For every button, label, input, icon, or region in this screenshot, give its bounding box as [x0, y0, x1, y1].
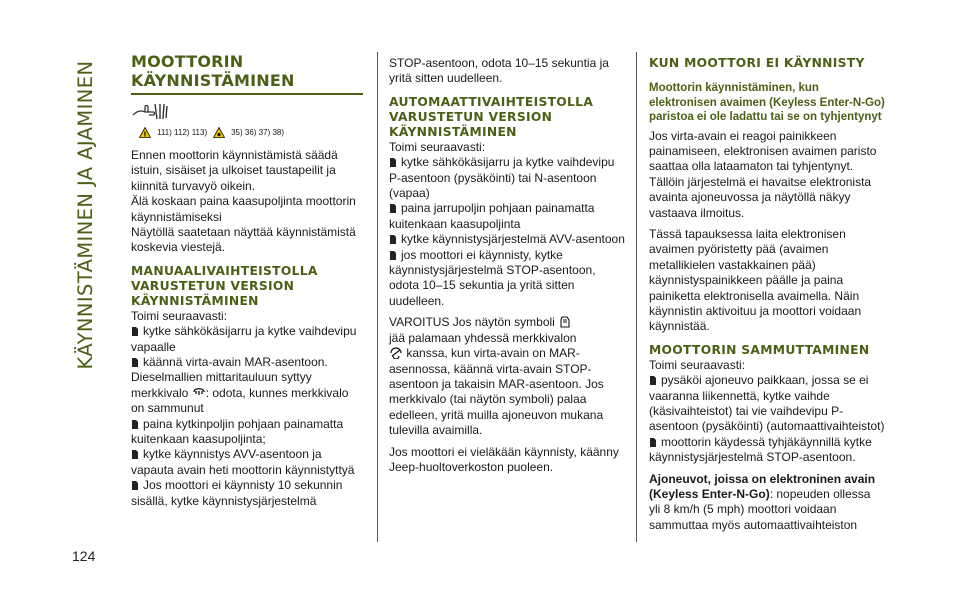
- subsection-title: AUTOMAATTIVAIHTEISTOLLA VARUSTETUN VERSION KÄYNNISTÄMINEN: [389, 94, 594, 139]
- paragraph: Tässä tapauksessa laita elektronisen avaimen pyöristetty pää (avaimen metallikielen vastakkainen pää) käynnistyspainikkeen päälle ja paina painiketta elektronisella avaimella. Näin käynnistin aktivoituu ja moottori voidaan käynnistää.: [649, 226, 862, 334]
- bullet-icon: [131, 450, 139, 459]
- list-item-continued: merkkivalo : odota, kunnes merkkivalo on sammunut: [131, 385, 349, 416]
- bullet-icon: [389, 235, 397, 244]
- key-fob-icon: [558, 316, 572, 328]
- page-number: 124: [72, 548, 96, 564]
- reference-notes: ! 111) 112) 113) 35) 36) 37) 38): [139, 125, 364, 140]
- caution-triangle-icon: [213, 127, 225, 138]
- list-item: jos moottori ei käynnisty, kytke käynnistysjärjestelmä STOP-asentoon, odota 10–15 sekuntia ja yritä sitten uudelleen.: [389, 247, 596, 308]
- list-item: kytke käynnistys AVV-asentoon ja vapauta avain heti moottorin käynnistyttyä: [131, 447, 355, 477]
- bullet-icon: [131, 420, 139, 429]
- list-item: käännä virta-avain MAR-asentoon. Dieselmallien mittaritauluun syttyy: [131, 354, 328, 385]
- note-heading: Moottorin käynnistäminen, kun elektronisen avaimen (Keyless Enter-N-Go) paristoa ei ole ladattu tai se on tyhjentynyt: [649, 82, 885, 123]
- paragraph: Ajoneuvot, joissa on elektroninen avain (Keyless Enter-N-Go): nopeuden ollessa yli 8 km/h (5 mph) moottori voidaan sammuttaa myös automaattivaihteiston: [649, 471, 876, 532]
- lead-text: Toimi seuraavasti:: [389, 139, 486, 154]
- bullet-icon: [389, 158, 397, 167]
- immobilizer-key-icon: [389, 347, 403, 359]
- subsection-title: MOOTTORIN SAMMUTTAMINEN: [649, 342, 870, 357]
- column-divider: [636, 52, 637, 542]
- bullet-icon: [131, 481, 139, 490]
- list-item: paina jarrupoljin pohjaan painamatta kuitenkaan kaasupoljinta: [389, 201, 595, 231]
- warning-paragraph: VAROITUS Jos näytön symboli jää palamaan yhdessä merkkivalon kanssa, kun virta-avain on MAR-asennossa, käännä virta-avain STOP-asentoon ja takaisin MAR-asentoon. Jos merkkivalo (tai näytön symboli) palaa edelleen, yritä muilla ajoneuvon mukana tulevilla avaimilla.: [389, 315, 604, 438]
- list-item: Jos moottori ei käynnisty 10 sekunnin sisällä, kytke käynnistysjärjestelmä: [131, 478, 343, 508]
- bullet-icon: [131, 327, 139, 336]
- bullet-icon: [389, 251, 397, 260]
- list-item: kytke sähkökäsijarru ja kytke vaihdevipu P-asentoon (pysäköinti) tai N-asentoon (vapaa): [389, 155, 615, 201]
- subsection-title: KUN MOOTTORI EI KÄYNNISTY: [649, 56, 865, 70]
- list-item: moottorin käydessä tyhjäkäynnillä kytke käynnistysjärjestelmä STOP-asentoon.: [649, 434, 872, 465]
- bullet-icon: [649, 376, 657, 385]
- svg-text:!: !: [143, 130, 147, 138]
- title-underline: [131, 93, 363, 95]
- list-item: pysäköi ajoneuvo paikkaan, jossa se ei vaaranna liikennettä, kytke vaihde (käsivaihteistot) tai vie vaihdevipu P-asentoon (pysäköinti) (automaattivaihteistot): [649, 373, 885, 434]
- warning-icons: [131, 101, 364, 123]
- list-item: kytke käynnistysjärjestelmä AVV-asentoon: [389, 232, 625, 247]
- subsection-title: MANUAALIVAIHTEISTOLLA VARUSTETUN VERSION KÄYNNISTÄMINEN: [131, 263, 318, 308]
- section-title: MOOTTORIN KÄYNNISTÄMINEN: [131, 52, 295, 90]
- bullet-icon: [389, 204, 397, 213]
- lead-text: Toimi seuraavasti:: [649, 357, 746, 372]
- bullet-icon: [649, 438, 657, 447]
- list-item: kytke sähkökäsijarru ja kytke vaihdevipu vapaalle: [131, 324, 357, 354]
- list-item: paina kytkinpoljin pohjaan painamatta kuitenkaan kaasupoljinta;: [131, 416, 344, 446]
- paragraph: Näytöllä saatetaan näyttää käynnistämistä koskevia viestejä.: [131, 224, 356, 255]
- paragraph: Ennen moottorin käynnistämistä säädä istuin, sisäiset ja ulkoiset taustapeilit ja kiinnitä turvavyö oikein.: [131, 147, 338, 193]
- lead-text: Toimi seuraavasti:: [131, 308, 228, 323]
- bullet-icon: [131, 358, 139, 367]
- column-3: [649, 56, 885, 533]
- paragraph: STOP-asentoon, odota 10–15 sekuntia ja yritä sitten uudelleen.: [389, 56, 609, 86]
- column-1: [131, 52, 364, 509]
- paragraph: Älä koskaan paina kaasupoljinta moottorin käynnistämiseksi: [131, 194, 356, 224]
- hand-pointing-icon: [131, 101, 171, 123]
- paragraph: Jos moottori ei vieläkään käynnisty, käänny Jeep-huoltoverkoston puoleen.: [389, 444, 619, 474]
- chapter-side-title: KÄYNNISTÄMINEN JA AJAMINEN: [74, 60, 97, 370]
- glow-plug-icon: [192, 387, 206, 399]
- column-2: [389, 56, 625, 475]
- warning-triangle-icon: [139, 127, 151, 138]
- paragraph: Jos virta-avain ei reagoi painikkeen painamiseen, elektronisen avaimen paristo saattaa olla lataamaton tai tyhjentynyt. Tällöin järjestelmä ei havaitse elektronista avainta ajoneuvossa ja näytöllä näkyy vastaava ilmoitus.: [649, 128, 877, 220]
- column-divider: [377, 52, 378, 542]
